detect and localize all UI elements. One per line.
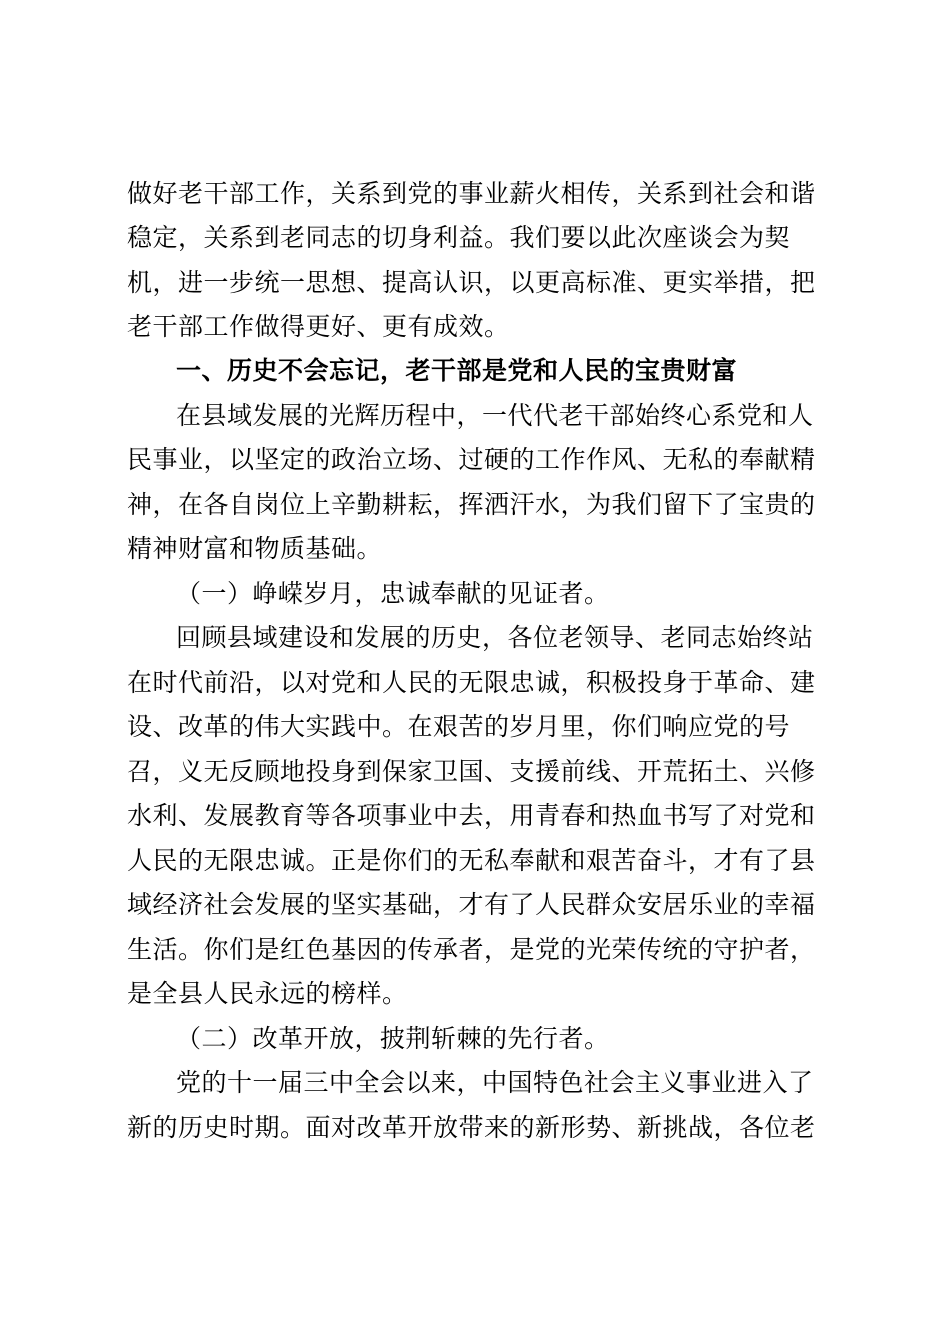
text-line: 精神财富和物质基础。 — [127, 534, 383, 563]
text-line: 老干部工作做得更好、更有成效。 — [127, 312, 510, 341]
subsection-heading: （二）改革开放，披荆斩棘的先行者。 — [176, 1024, 610, 1053]
text-line: 在县域发展的光辉历程中，一代代老干部始终心系党和人 — [176, 401, 814, 430]
text-line: 新的历史时期。面对改革开放带来的新形势、新挑战，各位老 — [127, 1113, 816, 1142]
text-line: 党的十一届三中全会以来，中国特色社会主义事业进入了 — [176, 1068, 814, 1097]
text-line: 生活。你们是红色基因的传承者，是党的光荣传统的守护者， — [127, 935, 816, 964]
text-line: 做好老干部工作，关系到党的事业薪火相传，关系到社会和谐 — [127, 179, 816, 208]
text-line: 是全县人民永远的榜样。 — [127, 979, 408, 1008]
text-line: 回顾县域建设和发展的历史，各位老领导、老同志始终站 — [176, 623, 814, 652]
text-line: 神，在各自岗位上辛勤耕耘，挥洒汗水，为我们留下了宝贵的 — [127, 490, 816, 519]
text-line: 域经济社会发展的坚实基础，才有了人民群众安居乐业的幸福 — [127, 890, 816, 919]
text-line: 民事业，以坚定的政治立场、过硬的工作作风、无私的奉献精 — [127, 445, 816, 474]
text-line: 召，义无反顾地投身到保家卫国、支援前线、开荒拓土、兴修 — [127, 757, 816, 786]
text-line: 在时代前沿，以对党和人民的无限忠诚，积极投身于革命、建 — [127, 668, 816, 697]
section-heading: 一、历史不会忘记，老干部是党和人民的宝贵财富 — [176, 356, 738, 385]
text-line: 设、改革的伟大实践中。在艰苦的岁月里，你们响应党的号 — [127, 712, 791, 741]
text-line: 水利、发展教育等各项事业中去，用青春和热血书写了对党和 — [127, 801, 816, 830]
subsection-heading: （一）峥嵘岁月，忠诚奉献的见证者。 — [176, 579, 610, 608]
text-line: 机，进一步统一思想、提高认识，以更高标准、更实举措，把 — [127, 268, 816, 297]
text-line: 人民的无限忠诚。正是你们的无私奉献和艰苦奋斗，才有了县 — [127, 846, 816, 875]
text-line: 稳定，关系到老同志的切身利益。我们要以此次座谈会为契 — [127, 223, 791, 252]
